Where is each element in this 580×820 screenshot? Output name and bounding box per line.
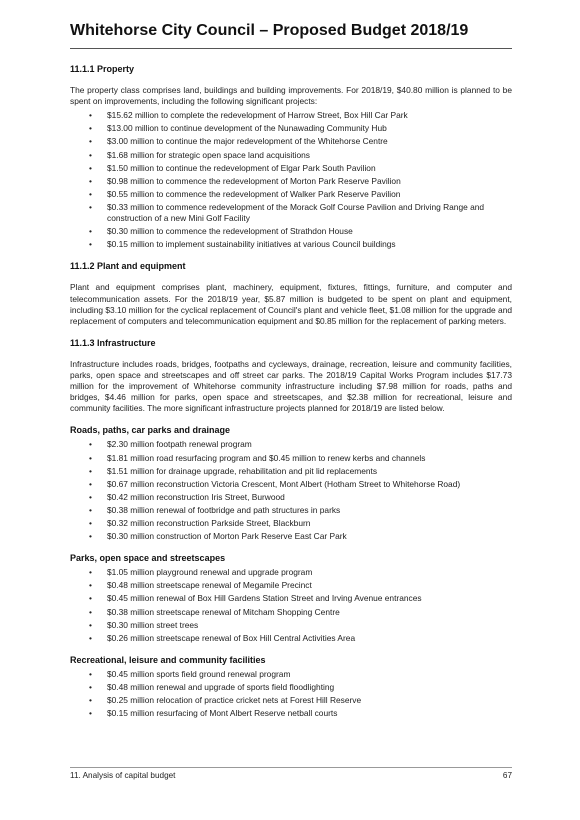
- section-heading-property: 11.1.1 Property: [70, 64, 135, 74]
- subheading-parks: Parks, open space and streetscapes: [70, 553, 226, 564]
- list-item: • $3.00 million to continue the major redevelopment of the Whitehorse Centre: [70, 136, 512, 147]
- list-item: • $0.45 million sports field ground renewal program: [70, 669, 512, 680]
- list-item: • $0.25 million relocation of practice cricket nets at Forest Hill Reserve: [70, 695, 512, 706]
- plant-body: Plant and equipment comprises plant, machinery, equipment, fixtures, fittings, furniture, and computer and telecommunication assets. For the 2018/19 year, $5.87 million is budgeted to be spent on plant and equipment, including $3.10 million for the cyclical replacement of Council's plant and vehicle fleet, $1.08 million for the upgrade and replacement of computers and telecommunication equipment and $0.85 million for the replacement of parking meters.: [70, 282, 513, 326]
- recreation-project-list: [70, 669, 512, 719]
- property-project-list: [70, 110, 512, 250]
- infrastructure-body: Infrastructure includes roads, bridges, footpaths and cycleways, drainage, recreation, leisure and community facilities, parks, open space and streetscapes and off street car parks. The 2018/19 Capital Works Program includes $17.73 million for the improvement of Whitehorse community infrastructure including $7.98 million for roads, paths and bridges, $4.46 million for parks, open space and streetscapes, and $2.38 million for recreational, leisure and community facilities. The more significant infrastructure projects planned for 2018/19 are listed below.: [70, 358, 512, 414]
- footer-section-label: 11. Analysis of capital budget: [70, 771, 176, 780]
- list-item: • $1.81 million road resurfacing program and $0.45 million to renew kerbs and channels: [70, 453, 512, 464]
- list-item: • $0.38 million streetscape renewal of Mitcham Shopping Centre: [70, 607, 512, 618]
- list-item: • $0.30 million street trees: [70, 620, 512, 631]
- subheading-roads: Roads, paths, car parks and drainage: [70, 425, 231, 436]
- list-item: • $0.48 million streetscape renewal of Megamile Precinct: [70, 580, 512, 591]
- list-item: • $1.68 million for strategic open space land acquisitions: [70, 150, 512, 161]
- property-intro: The property class comprises land, buildings and building improvements. For 2018/19, $40.80 million is planned to be spent on improvements, including the following significant projects:: [70, 85, 512, 107]
- list-item: • $13.00 million to continue development of the Nunawading Community Hub: [70, 123, 512, 134]
- list-item: • $0.32 million reconstruction Parkside Street, Blackburn: [70, 518, 512, 529]
- document-body: [70, 64, 512, 730]
- parks-project-list: [70, 567, 512, 644]
- subheading-recreation: Recreational, leisure and community facilities: [70, 654, 266, 665]
- list-item: • $0.38 million renewal of footbridge and path structures in parks: [70, 505, 512, 516]
- list-item: • $0.45 million renewal of Box Hill Gardens Station Street and Irving Avenue entrances: [70, 593, 512, 604]
- list-item: • $0.15 million resurfacing of Mont Albert Reserve netball courts: [70, 708, 512, 719]
- list-item: • $0.33 million to commence redevelopment of the Morack Golf Course Pavilion and Driving Range and construction of a new Mini Golf Facility: [70, 202, 512, 224]
- list-item: • $1.50 million to continue the redevelopment of Elgar Park South Pavilion: [70, 163, 512, 174]
- list-item: • $0.15 million to implement sustainability initiatives at various Council buildings: [70, 239, 512, 250]
- list-item: • $1.05 million playground renewal and upgrade program: [70, 567, 512, 578]
- header-divider: [70, 48, 512, 49]
- page-header-title: Whitehorse City Council – Proposed Budget 2018/19: [70, 22, 469, 39]
- list-item: • $1.51 million for drainage upgrade, rehabilitation and pit lid replacements: [70, 466, 512, 477]
- section-heading-infrastructure: 11.1.3 Infrastructure: [70, 337, 156, 348]
- list-item: • $0.98 million to commence the redevelopment of Morton Park Reserve Pavilion: [70, 176, 512, 187]
- list-item: • $0.48 million renewal and upgrade of sports field floodlighting: [70, 682, 512, 693]
- list-item: • $0.30 million construction of Morton Park Reserve East Car Park: [70, 531, 512, 542]
- list-item: • $0.67 million reconstruction Victoria Crescent, Mont Albert (Hotham Street to Whitehorse Road): [70, 479, 512, 490]
- list-item: • $2.30 million footpath renewal program: [70, 439, 512, 450]
- page-number: 67: [502, 771, 512, 780]
- list-item: • $15.62 million to complete the redevelopment of Harrow Street, Box Hill Car Park: [70, 110, 512, 121]
- roads-project-list: [70, 439, 512, 542]
- list-item: • $0.55 million to commence the redevelopment of Walker Park Reserve Pavilion: [70, 189, 512, 200]
- list-item: • $0.26 million streetscape renewal of Box Hill Central Activities Area: [70, 633, 512, 644]
- section-heading-plant: 11.1.2 Plant and equipment: [70, 261, 186, 272]
- list-item: • $0.42 million reconstruction Iris Street, Burwood: [70, 492, 512, 503]
- footer-divider: [70, 767, 512, 768]
- list-item: • $0.30 million to commence the redevelopment of Strathdon House: [70, 226, 512, 237]
